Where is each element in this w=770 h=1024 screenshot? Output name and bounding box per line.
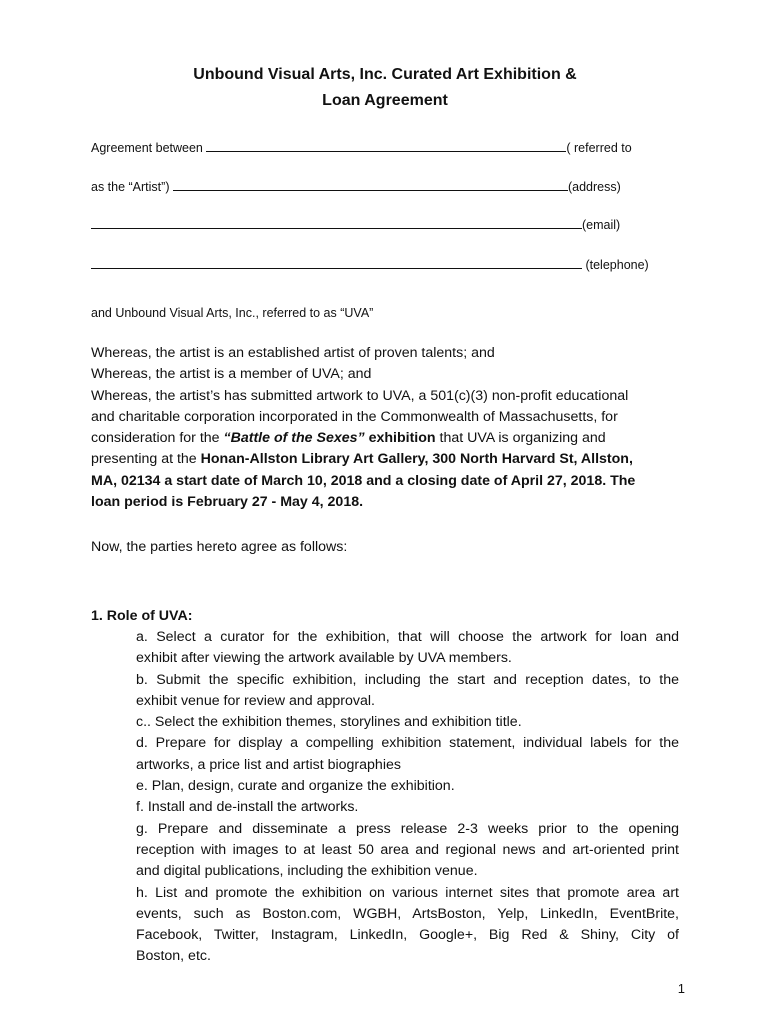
list-item-line: Facebook, Twitter, Instagram, LinkedIn, Google+, Big Red & Shiny, City of — [136, 927, 679, 944]
whereas-line-8: loan period is February 27 - May 4, 2018. — [91, 494, 364, 511]
list-item — [136, 670, 679, 713]
list-item — [136, 733, 679, 776]
list-item-line: b. Submit the specific exhibition, including the start and reception dates, to the — [136, 671, 679, 688]
list-item-last-line: and digital publications, including the exhibition venue. — [136, 863, 478, 880]
agreement-between-label: Agreement between — [91, 141, 203, 155]
list-item-line: d. Prepare for display a compelling exhibition statement, individual labels for the — [136, 735, 679, 752]
whereas-line-6-a: presenting at the — [91, 451, 201, 468]
venue-address: Honan-Allston Library Art Gallery, 300 North Harvard St, Allston, — [200, 451, 633, 468]
list-item-line: g. Prepare and disseminate a press release 2-3 weeks prior to the opening — [136, 820, 679, 837]
parties-line: and Unbound Visual Arts, Inc., referred to as “UVA” — [91, 306, 374, 320]
section-1-heading: 1. Role of UVA: — [91, 608, 193, 624]
whereas-line-5-d: that UVA is organizing and — [435, 430, 606, 447]
whereas-line-7: MA, 02134 a start date of March 10, 2018 and a closing date of April 27, 2018. The — [91, 472, 636, 489]
telephone-row — [91, 256, 649, 273]
list-item — [136, 819, 679, 883]
list-item-line: events, such as Boston.com, WGBH, ArtsBoston, Yelp, LinkedIn, EventBrite, — [136, 905, 679, 922]
document-title-line-2: Loan Agreement — [322, 92, 448, 109]
whereas-line-1: Whereas, the artist is an established artist of proven talents; and — [91, 345, 495, 361]
artist-name-blank[interactable] — [206, 139, 566, 152]
whereas-line-5 — [91, 428, 681, 449]
page-number: 1 — [677, 981, 685, 996]
list-item — [136, 883, 679, 968]
list-item-last-line: Boston, etc. — [136, 948, 211, 965]
list-item-last-line: exhibit after viewing the artwork available by UVA members. — [136, 650, 512, 667]
agree-line: Now, the parties hereto agree as follows: — [91, 539, 348, 555]
section-1-list — [136, 627, 679, 968]
list-item — [136, 797, 679, 818]
artist-row — [91, 178, 621, 195]
email-label: (email) — [582, 218, 621, 232]
whereas-line-5-a: consideration for the — [91, 430, 224, 447]
address-blank[interactable] — [173, 178, 568, 191]
referred-to-label: ( referred to — [566, 141, 632, 155]
artist-label: as the “Artist”) — [91, 180, 170, 194]
email-row — [91, 216, 620, 233]
whereas-block — [91, 343, 681, 513]
whereas-line-6 — [91, 449, 681, 470]
telephone-label: (telephone) — [582, 258, 649, 272]
email-blank[interactable] — [91, 216, 582, 229]
list-item — [136, 712, 679, 733]
list-item — [136, 776, 679, 797]
whereas-line-3: Whereas, the artist’s has submitted artwork to UVA, a 501(c)(3) non-profit educational — [91, 387, 629, 404]
list-item-last-line: f. Install and de-install the artworks. — [136, 799, 359, 816]
telephone-blank[interactable] — [91, 256, 582, 269]
document-title-line-1: Unbound Visual Arts, Inc. Curated Art Exhibition & — [193, 66, 577, 83]
list-item-line: reception with images to at least 50 area and regional news and art-oriented print — [136, 841, 679, 858]
whereas-line-4: and charitable corporation incorporated in the Commonwealth of Massachusetts, for — [91, 408, 618, 425]
list-item-last-line: e. Plan, design, curate and organize the exhibition. — [136, 778, 455, 795]
list-item-last-line: c.. Select the exhibition themes, storylines and exhibition title. — [136, 714, 522, 731]
exhibition-word: exhibition — [364, 430, 436, 447]
address-label: (address) — [567, 180, 621, 194]
list-item-line: a. Select a curator for the exhibition, that will choose the artwork for loan and — [136, 629, 679, 645]
list-item-last-line: exhibit venue for review and approval. — [136, 692, 375, 709]
list-item-last-line: artworks, a price list and artist biographies — [136, 756, 401, 773]
exhibition-title: “Battle of the Sexes” — [223, 430, 365, 447]
agreement-between-row — [91, 139, 632, 156]
whereas-line-2: Whereas, the artist is a member of UVA; and — [91, 366, 372, 383]
list-item — [136, 627, 679, 670]
list-item-line: h. List and promote the exhibition on various internet sites that promote area art — [136, 884, 679, 901]
